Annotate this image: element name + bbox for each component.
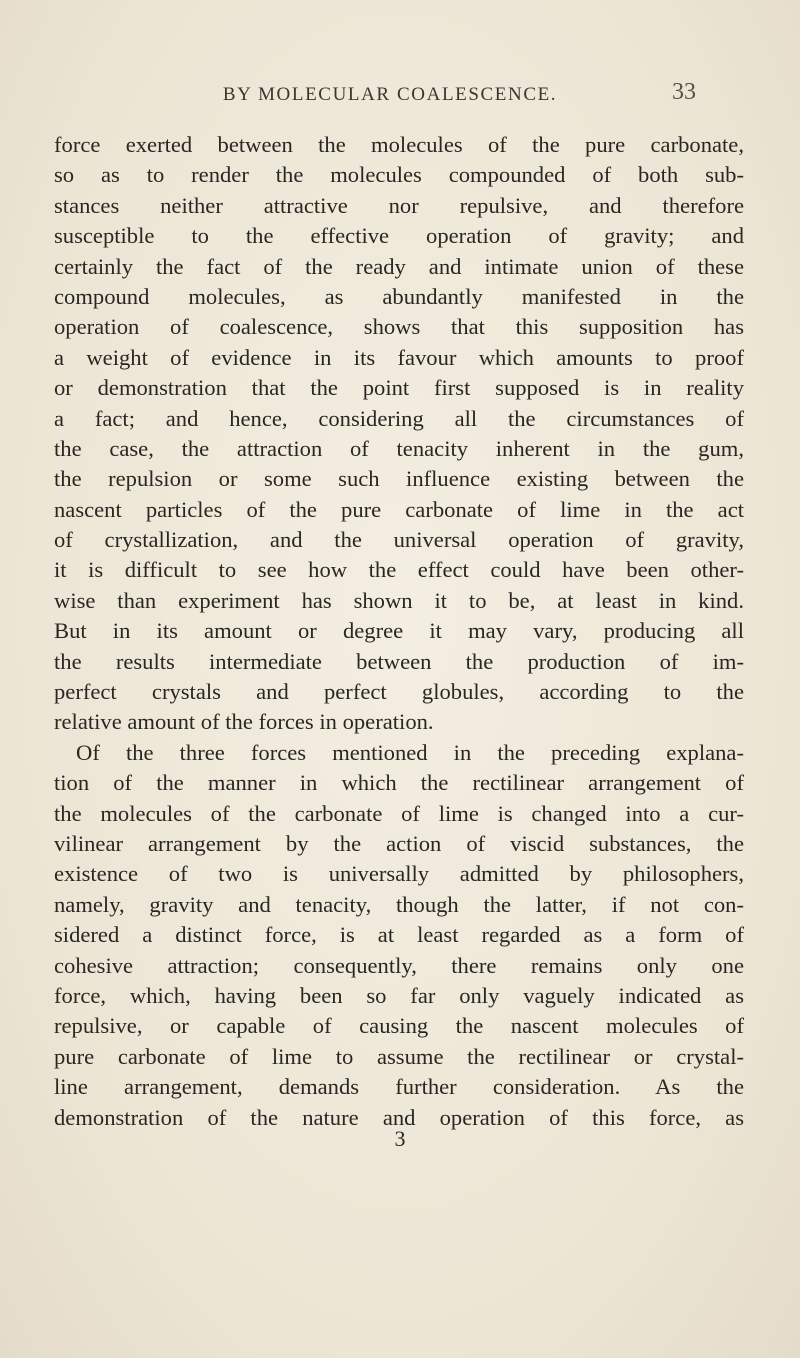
text-line: the results intermediate between the production of im- [54,648,744,674]
text-line: wise than experiment has shown it to be, at least in kind. [54,587,744,613]
signature-mark: 3 [394,1126,406,1151]
text-line: demonstration of the nature and operation of this force, as [54,1104,744,1130]
text-line: of crystallization, and the universal operation of gravity, [54,527,744,553]
text-line: the repulsion or some such influence existing between the [54,466,744,492]
text-line: susceptible to the effective operation of gravity; and [54,223,744,249]
text-line: perfect crystals and perfect globules, according to the [54,679,744,705]
body-text [54,130,744,1133]
text-line: tion of the manner in which the rectilinear arrangement of [54,770,744,796]
text-line: compound molecules, as abundantly manifested in the [54,283,744,309]
text-line: the case, the attraction of tenacity inherent in the gum, [54,435,744,461]
text-line: a fact; and hence, considering all the circumstances of [54,405,744,431]
paragraph-start-line: Of the three forces mentioned in the preceding explana- [76,739,744,765]
text-line: line arrangement, demands further consideration. As the [54,1074,744,1100]
text-line: force, which, having been so far only vaguely indicated as [54,982,744,1008]
page-number: 33 [672,79,696,105]
text-line: so as to render the molecules compounded of both sub- [54,162,744,188]
text-line: existence of two is universally admitted by philosophers, [54,861,744,887]
text-line: cohesive attraction; consequently, there remains only one [54,952,744,978]
text-line: repulsive, or capable of causing the nascent molecules of [54,1013,744,1039]
text-line: operation of coalescence, shows that this supposition has [54,314,744,340]
text-line: force exerted between the molecules of the pure carbonate, [54,132,744,157]
text-line: it is difficult to see how the effect could have been other- [54,557,744,583]
text-line: But in its amount or degree it may vary, producing all [54,618,744,644]
text-line: nascent particles of the pure carbonate of lime in the act [54,496,744,522]
text-line: the molecules of the carbonate of lime is changed into a cur- [54,800,744,826]
text-line: vilinear arrangement by the action of viscid substances, the [54,830,744,856]
text-line: pure carbonate of lime to assume the rectilinear or crystal- [54,1043,744,1069]
text-line: a weight of evidence in its favour which amounts to proof [54,344,744,370]
text-line: or demonstration that the point first supposed is in reality [54,375,744,401]
running-head [0,79,800,114]
text-line: namely, gravity and tenacity, though the latter, if not con- [54,891,744,917]
paragraph-end-line: relative amount of the forces in operation. [54,709,434,735]
text-line: certainly the fact of the ready and intimate union of these [54,253,744,279]
text-line: sidered a distinct force, is at least regarded as a form of [54,922,744,948]
text-line: stances neither attractive nor repulsive, and therefore [54,192,744,218]
running-title: BY MOLECULAR COALESCENCE. [222,84,558,105]
